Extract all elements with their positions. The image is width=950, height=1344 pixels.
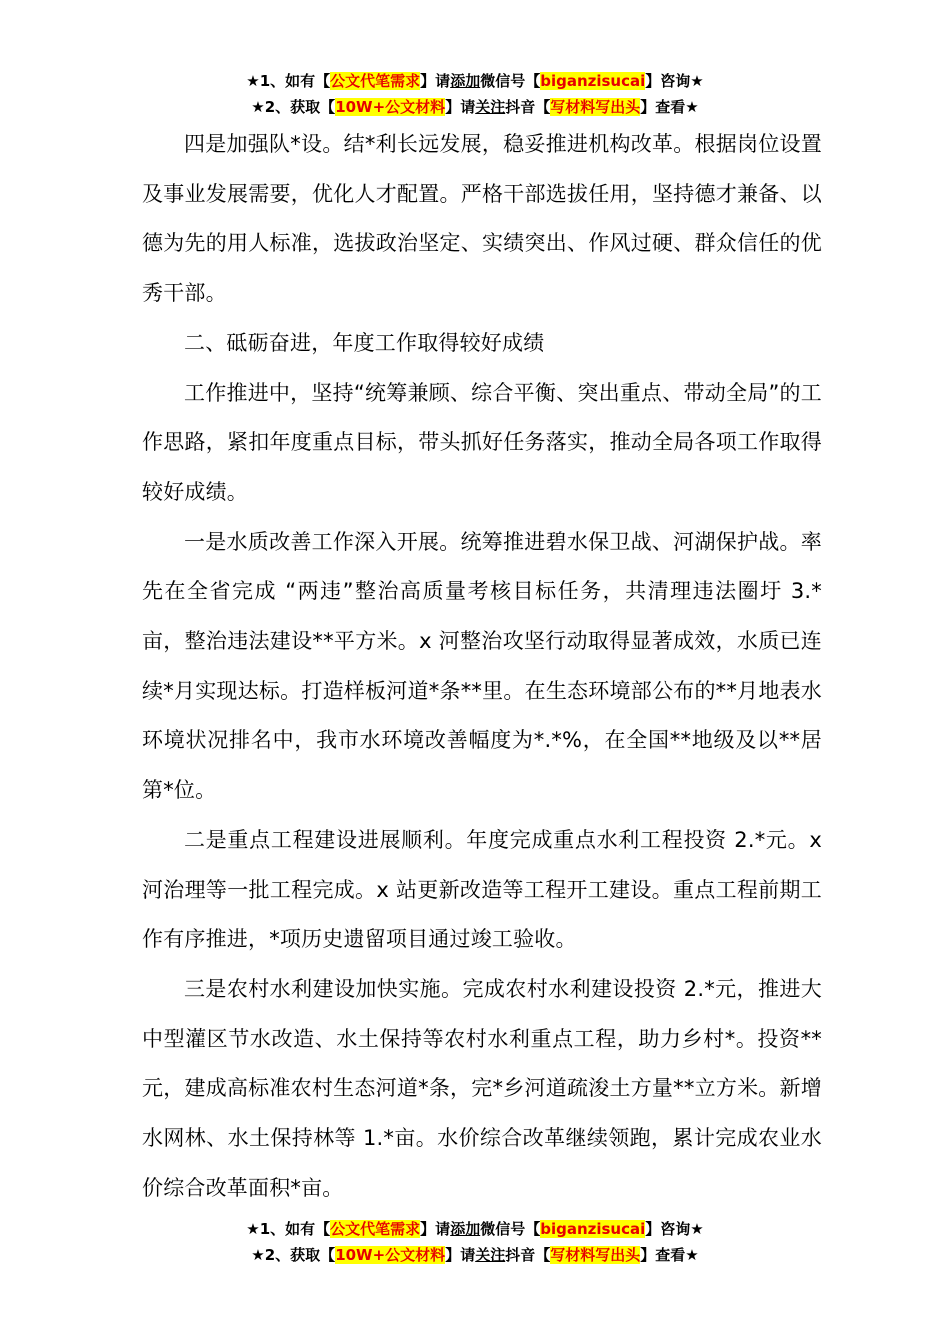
banner-underlined-text: 关注 — [475, 1246, 506, 1264]
banner-text: 】咨询★ — [645, 1220, 704, 1238]
banner-underlined-text: 关注 — [475, 98, 506, 116]
banner-text: 】查看★ — [640, 98, 699, 116]
highlight-materials: 10W+公文材料 — [335, 1246, 446, 1264]
banner-text: ★1、如有【 — [246, 72, 331, 90]
paragraph-key-projects: 二是重点工程建设进展顺利。年度完成重点水利工程投资 2.*元。x 河治理等一批工程完成。x 站更新改造等工程开工建设。重点工程前期工作有序推进，*项历史遗留项目通过竣工验收。 — [142, 827, 822, 952]
banner-text: 抖音【 — [505, 98, 551, 116]
highlight-douyin-account: 写材料写出头 — [550, 1246, 641, 1264]
paragraph-water-quality: 一是水质改善工作深入开展。统筹推进碧水保卫战、河湖保护战。率先在全省完成 “两违”整治高质量考核目标任务，共清理违法圈圩 3.*亩，整治违法建设**平方米。x 河整治攻坚行动取得显著成效，水质已连续*月实现达标。打造样板河道*条**里。在生态环境部公布的**月地表水环境状况排名中，我市水环境改善幅度为*.*%，在全国**地级及以**居第*位。 — [142, 529, 822, 803]
highlight-douyin-account: 写材料写出头 — [550, 98, 641, 116]
section-heading: 二、砥砺奋进，年度工作取得较好成绩 — [184, 330, 545, 355]
banner-text: 微信号【 — [480, 1220, 541, 1238]
banner-line-2 — [0, 1242, 950, 1268]
banner-text: 抖音【 — [505, 1246, 551, 1264]
banner-underlined-text: 添加 — [450, 72, 481, 90]
banner-text: 】查看★ — [640, 1246, 699, 1264]
paragraph-team-building: 四是加强队*设。结*利长远发展，稳妥推进机构改革。根据岗位设置及事业发展需要，优化人才配置。严格干部选拔任用，坚持德才兼备、以德为先的用人标准，选拔政治坚定、实绩突出、作风过硬、群众信任的优秀干部。 — [142, 132, 822, 306]
highlight-service: 公文代笔需求 — [330, 1220, 421, 1238]
highlight-wechat-id: biganzisucai — [540, 72, 646, 90]
banner-text: ★1、如有【 — [246, 1220, 331, 1238]
banner-text: 微信号【 — [480, 72, 541, 90]
banner-text: 】请 — [420, 72, 451, 90]
paragraph-work-approach: 工作推进中，坚持“统筹兼顾、综合平衡、突出重点、带动全局”的工作思路，紧扣年度重点目标，带头抓好任务落实，推动全局各项工作取得较好成绩。 — [142, 380, 822, 504]
banner-line-1 — [0, 1216, 950, 1242]
banner-line-1 — [0, 68, 950, 94]
header-banner — [0, 68, 950, 120]
document-body — [142, 120, 822, 1213]
highlight-wechat-id: biganzisucai — [540, 1220, 646, 1238]
highlight-materials: 10W+公文材料 — [335, 98, 446, 116]
banner-text: ★2、获取【 — [251, 1246, 336, 1264]
banner-underlined-text: 添加 — [450, 1220, 481, 1238]
banner-text: 】请 — [445, 1246, 476, 1264]
banner-text: 】请 — [420, 1220, 451, 1238]
banner-text: 】请 — [445, 98, 476, 116]
highlight-service: 公文代笔需求 — [330, 72, 421, 90]
paragraph-rural-water: 三是农村水利建设加快实施。完成农村水利建设投资 2.*元，推进大中型灌区节水改造、水土保持等农村水利重点工程，助力乡村*。投资**元，建成高标准农村生态河道*条，完*乡河道疏浚土方量**立方米。新增水网林、水土保持林等 1.*亩。水价综合改革继续领跑，累计完成农业水价综合改革面积*亩。 — [142, 976, 822, 1200]
banner-text: 】咨询★ — [645, 72, 704, 90]
banner-line-2 — [0, 94, 950, 120]
footer-banner — [0, 1216, 950, 1268]
banner-text: ★2、获取【 — [251, 98, 336, 116]
